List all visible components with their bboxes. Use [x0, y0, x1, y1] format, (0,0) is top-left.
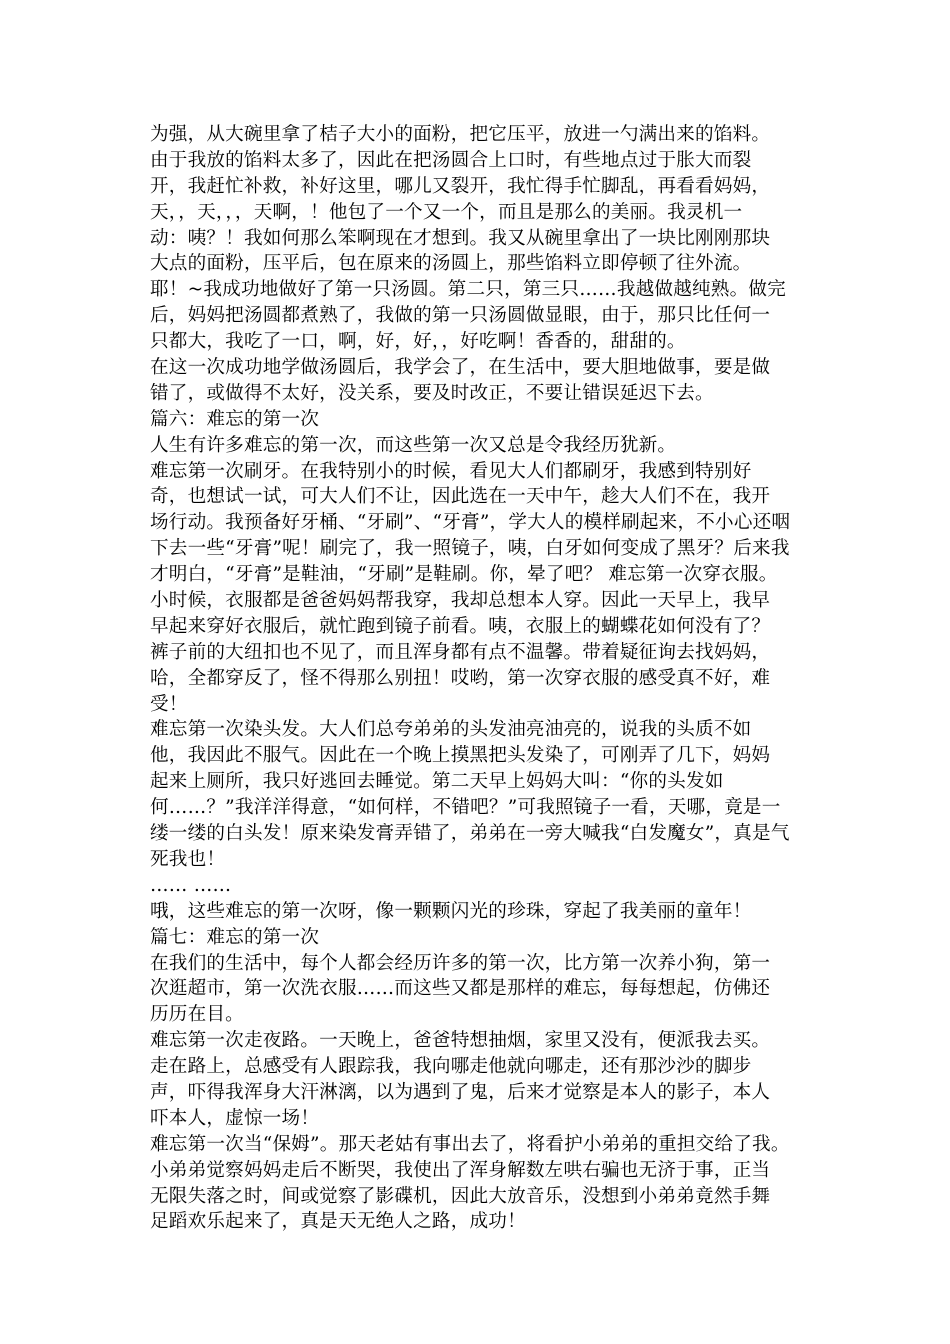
text-line: 才明白，“牙膏”是鞋油，“牙刷”是鞋刷。你，晕了吧？ 难忘第一次穿衣服。 — [150, 564, 778, 586]
text-line: 小时候，衣服都是爸爸妈妈帮我穿，我却总想本人穿。因此一天早上，我早 — [150, 590, 771, 612]
text-line: 后，妈妈把汤圆都煮熟了，我做的第一只汤圆做显眼，由于，那只比任何一 — [150, 305, 771, 327]
text-line: 历历在目。 — [150, 1004, 244, 1026]
text-line: 人生有许多难忘的第一次，而这些第一次又总是令我经历犹新。 — [150, 434, 677, 456]
text-line: 裤子前的大纽扣也不见了，而且浑身都有点不温馨。带着疑征询去找妈妈， — [150, 641, 771, 663]
text-line: 开，我赶忙补救，补好这里，哪儿又裂开，我忙得手忙脚乱，再看看妈妈， — [150, 175, 771, 197]
text-line: 起来上厕所，我只好逃回去睡觉。第二天早上妈妈大叫：“你的头发如 — [150, 771, 724, 793]
text-line: 难忘第一次走夜路。一天晚上，爸爸特想抽烟，家里又没有，便派我去买。 — [150, 1030, 771, 1052]
text-line: 动：咦？！我如何那么笨啊现在才想到。我又从碗里拿出了一块比刚刚那块 — [150, 227, 771, 249]
text-line: 缕一缕的白头发！原来染发膏弄错了，弟弟在一旁大喊我“白发魔女”，真是气 — [150, 823, 790, 845]
text-line: 足蹈欢乐起来了，真是天无绝人之路，成功！ — [150, 1211, 526, 1233]
text-line: 次逛超市，第一次洗衣服……而这些又都是那样的难忘，每每想起，仿佛还 — [150, 978, 771, 1000]
text-line: 由于我放的馅料太多了，因此在把汤圆合上口时，有些地点过于胀大而裂 — [150, 149, 752, 171]
text-line: 他，我因此不服气。因此在一个晚上摸黑把头发染了，可刚弄了几下，妈妈 — [150, 745, 771, 767]
text-line: 哦，这些难忘的第一次呀，像一颗颗闪光的珍珠，穿起了我美丽的童年！ — [150, 900, 752, 922]
text-line: 哈，全都穿反了，怪不得那么别扭！哎哟，第一次穿衣服的感受真不好，难 — [150, 667, 771, 689]
text-line: 小弟弟觉察妈妈走后不断哭，我使出了浑身解数左哄右骗也无济于事，正当 — [150, 1159, 771, 1181]
text-line: 难忘第一次染头发。大人们总夸弟弟的头发油亮油亮的，说我的头质不如 — [150, 719, 752, 741]
text-line: 早起来穿好衣服后，就忙跑到镜子前看。咦，衣服上的蝴蝶花如何没有了？ — [150, 615, 771, 637]
section-heading: 篇七：难忘的第一次 — [150, 926, 320, 948]
text-line: 吓本人，虚惊一场！ — [150, 1107, 320, 1129]
text-line: 奇，也想试一试，可大人们不让，因此选在一天中午，趁大人们不在，我开 — [150, 486, 771, 508]
text-line: 耶！~我成功地做好了第一只汤圆。第二只，第三只……我越做越纯熟。做完 — [150, 279, 786, 301]
section-heading: 篇六：难忘的第一次 — [150, 408, 320, 430]
text-line: 为强，从大碗里拿了桔子大小的面粉，把它压平，放进一勺满出来的馅料。 — [150, 124, 771, 145]
text-line: 场行动。我预备好牙桶、“牙刷”、“牙膏”，学大人的模样刷起来，不小心还咽 — [150, 512, 791, 534]
text-line: 在我们的生活中，每个人都会经历许多的第一次，比方第一次养小狗，第一 — [150, 952, 771, 974]
text-line: 何……？”我洋洋得意，“如何样，不错吧？”可我照镜子一看，天哪，竟是一 — [150, 797, 781, 819]
document-body — [150, 122, 805, 1235]
text-line: 死我也！ — [150, 848, 226, 870]
text-line: 大点的面粉，压平后，包在原来的汤圆上，那些馅料立即停顿了往外流。 — [150, 253, 752, 275]
text-line: 无限失落之时，间或觉察了影碟机，因此大放音乐，没想到小弟弟竟然手舞 — [150, 1185, 771, 1207]
text-line: 走在路上，总感受有人跟踪我，我向哪走他就向哪走，还有那沙沙的脚步 — [150, 1056, 752, 1078]
text-line: 受！ — [150, 693, 188, 715]
text-line: 下去一些“牙膏”呢！刷完了，我一照镜子，咦，白牙如何变成了黑牙？后来我 — [150, 538, 790, 560]
text-line: 只都大，我吃了一口，啊，好，好，，好吃啊！香香的，甜甜的。 — [150, 331, 686, 353]
text-line: 难忘第一次当“保姆”。那天老姑有事出去了，将看护小弟弟的重担交给了我。 — [150, 1133, 790, 1155]
text-line: 错了，或做得不太好，没关系，要及时改正，不要让错误延迟下去。 — [150, 382, 714, 404]
ellipsis-line: …… …… — [150, 874, 232, 896]
text-line: 声，吓得我浑身大汗淋漓，以为遇到了鬼，后来才觉察是本人的影子，本人 — [150, 1081, 771, 1103]
text-line: 天，，天，，，天啊，！他包了一个又一个，而且是那么的美丽。我灵机一 — [150, 201, 743, 223]
text-line: 难忘第一次刷牙。在我特别小的时候，看见大人们都刷牙，我感到特别好 — [150, 460, 752, 482]
text-line: 在这一次成功地学做汤圆后，我学会了，在生活中，要大胆地做事，要是做 — [150, 357, 771, 379]
